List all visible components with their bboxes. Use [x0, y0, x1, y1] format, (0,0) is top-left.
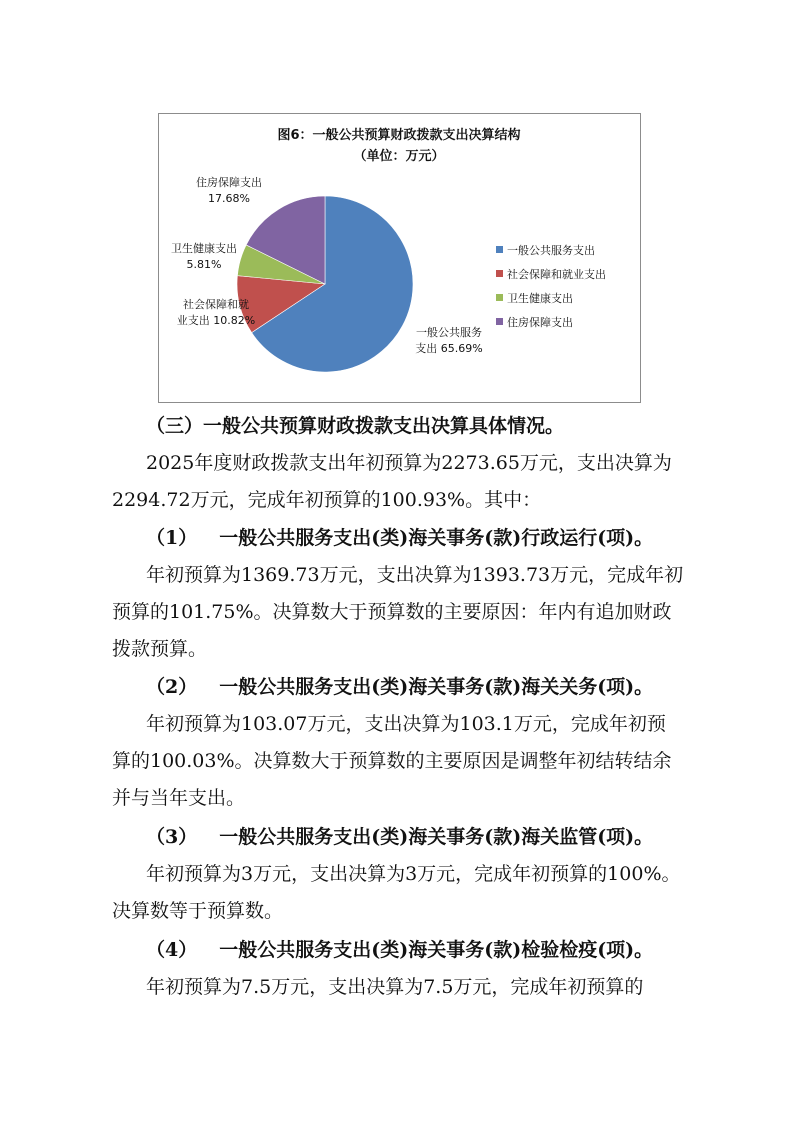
item-heading — [146, 526, 746, 550]
legend-swatch-general-public-service — [496, 246, 503, 253]
item-number: （1） — [146, 527, 198, 549]
legend-swatch-housing — [496, 318, 503, 325]
item-number: （2） — [146, 676, 198, 698]
item-title: 一般公共服务支出(类)海关事务(款)检验检疫(项)。 — [219, 939, 654, 961]
chart-legend — [496, 243, 606, 329]
legend-swatch-health — [496, 294, 503, 301]
paragraph-line: 预算的101.75%。决算数大于预算数的主要原因：年内有追加财政 — [112, 601, 672, 623]
item-title: 一般公共服务支出(类)海关事务(款)海关监管(项)。 — [219, 826, 654, 848]
data-label-social-security: 社会保障和就业支出 10.82% — [176, 298, 256, 327]
chart-subtitle: （单位：万元） — [353, 149, 445, 164]
item-number: （3） — [146, 826, 198, 848]
item-number: （4） — [146, 939, 198, 961]
pie-chart-svg — [159, 114, 640, 402]
legend-swatch-social-security — [496, 270, 503, 277]
section-heading: （三）一般公共预算财政拨款支出决算具体情况。 — [146, 415, 565, 437]
pie-slices — [237, 196, 413, 372]
legend-label-general-public-service: 一般公共服务支出 — [507, 244, 595, 257]
data-label-health: 卫生健康支出 5.81% — [171, 242, 237, 271]
legend-label-housing: 住房保障支出 — [507, 316, 573, 329]
pie-chart — [158, 113, 641, 403]
paragraph-line: 年初预算为3万元，支出决算为3万元，完成年初预算的100%。 — [146, 863, 681, 885]
intro-line-1: 2025年度财政拨款支出年初预算为2273.65万元，支出决算为 — [146, 452, 672, 474]
data-label-general-public-service: 一般公共服务支出 65.69% — [415, 326, 483, 355]
paragraph-line: 算的100.03%。决算数大于预算数的主要原因是调整年初结转结余 — [112, 750, 672, 772]
paragraph-line: 决算数等于预算数。 — [112, 900, 284, 922]
legend-label-health: 卫生健康支出 — [507, 292, 573, 305]
paragraph-line: 年初预算为1369.73万元，支出决算为1393.73万元，完成年初 — [146, 564, 684, 586]
item-heading — [146, 825, 746, 849]
paragraph-line: 拨款预算。 — [112, 638, 208, 660]
paragraph-line: 并与当年支出。 — [112, 787, 246, 809]
paragraph-line: 年初预算为103.07万元，支出决算为103.1万元，完成年初预 — [146, 713, 666, 735]
data-label-housing: 住房保障支出 17.68% — [196, 176, 262, 205]
legend-label-social-security: 社会保障和就业支出 — [507, 268, 606, 281]
item-title: 一般公共服务支出(类)海关事务(款)海关关务(项)。 — [219, 676, 654, 698]
item-heading — [146, 938, 746, 962]
item-heading — [146, 675, 746, 699]
paragraph-line: 年初预算为7.5万元，支出决算为7.5万元，完成年初预算的 — [146, 976, 644, 998]
chart-title: 图6：一般公共预算财政拨款支出决算结构 — [277, 128, 521, 143]
intro-line-2: 2294.72万元，完成年初预算的100.93%。其中： — [112, 489, 542, 511]
item-title: 一般公共服务支出(类)海关事务(款)行政运行(项)。 — [219, 527, 654, 549]
